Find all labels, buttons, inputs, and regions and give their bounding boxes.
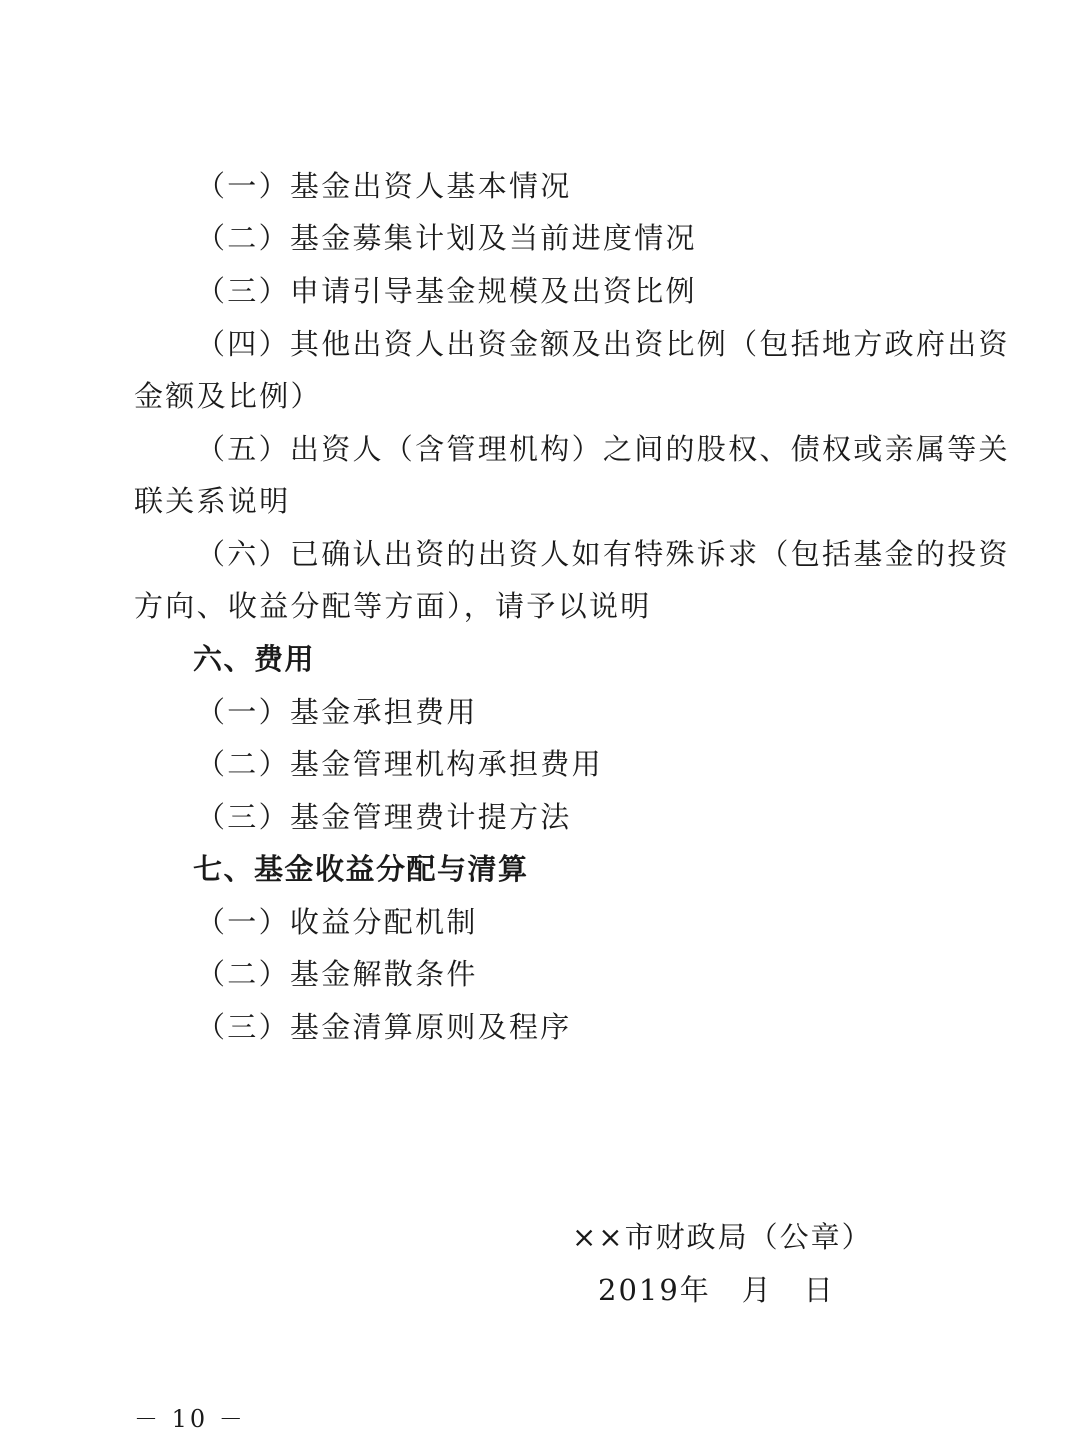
list-item: （三）基金清算原则及程序 xyxy=(196,1010,572,1044)
list-item: （四）其他出资人出资金额及出资比例（包括地方政府出资 xyxy=(196,327,1010,361)
list-item: （一）基金承担费用 xyxy=(196,695,478,729)
list-item-continuation: 金额及比例） xyxy=(134,379,322,413)
signature-date: 2019年 月 日 xyxy=(598,1273,835,1307)
list-item: （五）出资人（含管理机构）之间的股权、债权或亲属等关 xyxy=(196,432,1010,466)
list-item-continuation: 联关系说明 xyxy=(134,484,291,518)
list-item: （六）已确认出资的出资人如有特殊诉求（包括基金的投资 xyxy=(196,537,1010,571)
list-item: （一）基金出资人基本情况 xyxy=(196,169,572,203)
list-item: （二）基金管理机构承担费用 xyxy=(196,747,603,781)
list-item: （三）申请引导基金规模及出资比例 xyxy=(196,274,697,308)
list-item-continuation: 方向、收益分配等方面），请予以说明 xyxy=(134,589,652,623)
list-item: （二）基金募集计划及当前进度情况 xyxy=(196,221,697,255)
list-item: （三）基金管理费计提方法 xyxy=(196,800,572,834)
section-heading: 六、费用 xyxy=(193,642,316,676)
list-item: （一）收益分配机制 xyxy=(196,905,478,939)
section-heading: 七、基金收益分配与清算 xyxy=(193,852,529,886)
list-item: （二）基金解散条件 xyxy=(196,957,478,991)
issuer-signature: ××市财政局（公章） xyxy=(572,1220,873,1254)
page-number: － 10 － xyxy=(134,1405,246,1433)
